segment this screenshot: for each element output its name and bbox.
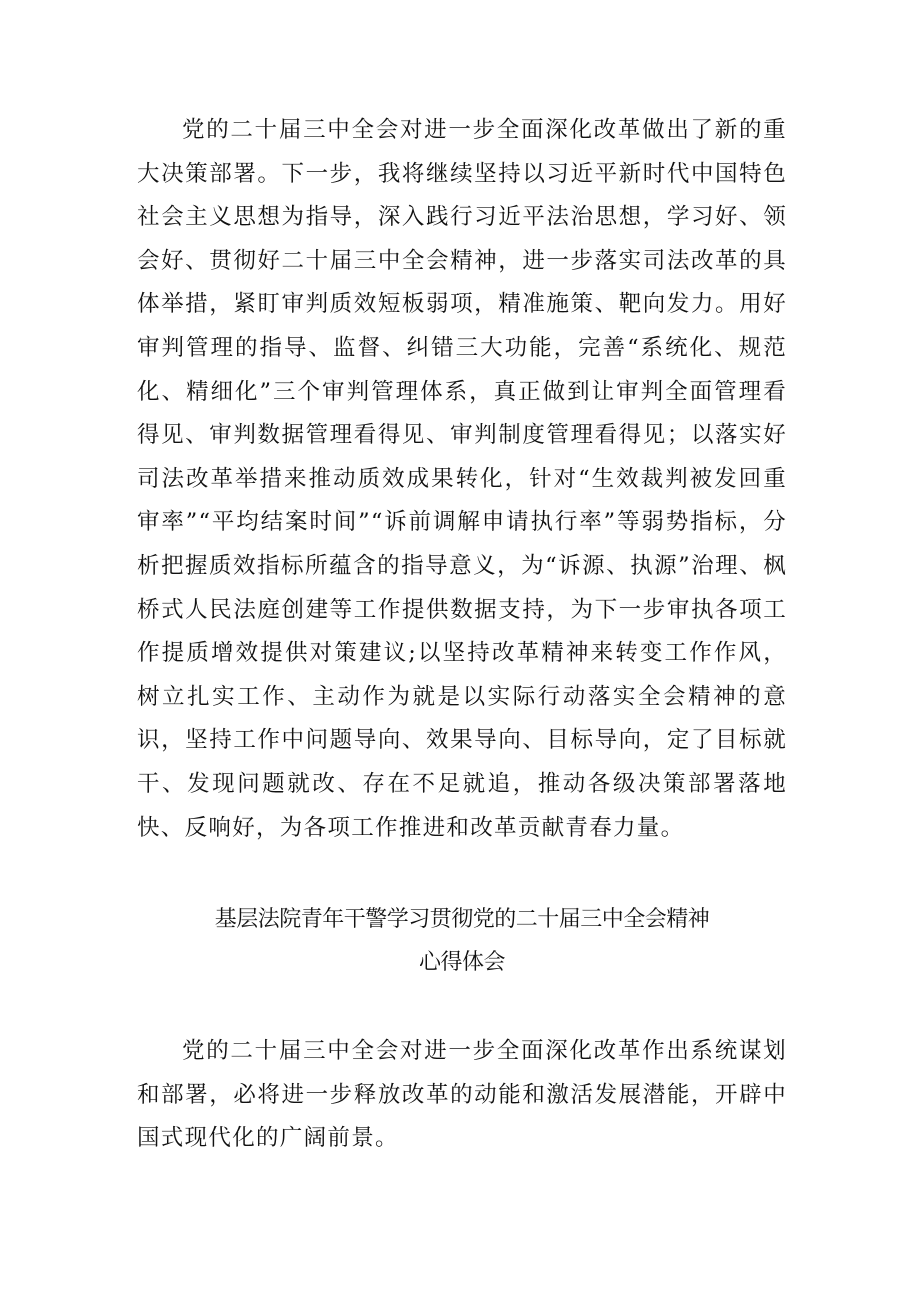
section-title-line-1: 基层法院青年干警学习贯彻党的二十届三中全会精神 — [214, 907, 710, 932]
body-paragraph-1: 党的二十届三中全会对进一步全面深化改革做出了新的重大决策部署。下一步，我将继续坚持以习近平新时代中国特色社会主义思想为指导，深入践行习近平法治思想，学习好、领会好、贯彻好二十届三中全会精神，进一步落实司法改革的具体举措，紧盯审判质效短板弱项，精准施策、靶向发力。用好审判管理的指导、监督、纠错三大功能，完善“系统化、规范化、精细化”三个审判管理体系，真正做到让审判全面管理看得见、审判数据管理看得见、审判制度管理看得见；以落实好司法改革举措来推动质效成果转化，针对“生效裁判被发回重审率”“平均结案时间”“诉前调解申请执行率”等弱势指标，分析把握质效指标所蕴含的指导意义，为“诉源、执源”治理、枫桥式人民法庭创建等工作提供数据支持，为下一步审执各项工作提质增效提供对策建议;以坚持改革精神来转变工作作风，树立扎实工作、主动作为就是以实际行动落实全会精神的意识，坚持工作中问题导向、效果导向、目标导向，定了目标就干、发现问题就改、存在不足就追，推动各级决策部署落地快、反响好，为各项工作推进和改革贡献青春力量。 — [137, 117, 787, 841]
body-paragraph-2: 党的二十届三中全会对进一步全面深化改革作出系统谋划和部署，必将进一步释放改革的动能和激活发展潜能，开辟中国式现代化的广阔前景。 — [137, 1038, 787, 1152]
section-title-line-2: 心得体会 — [418, 950, 505, 975]
section-title — [137, 898, 787, 984]
